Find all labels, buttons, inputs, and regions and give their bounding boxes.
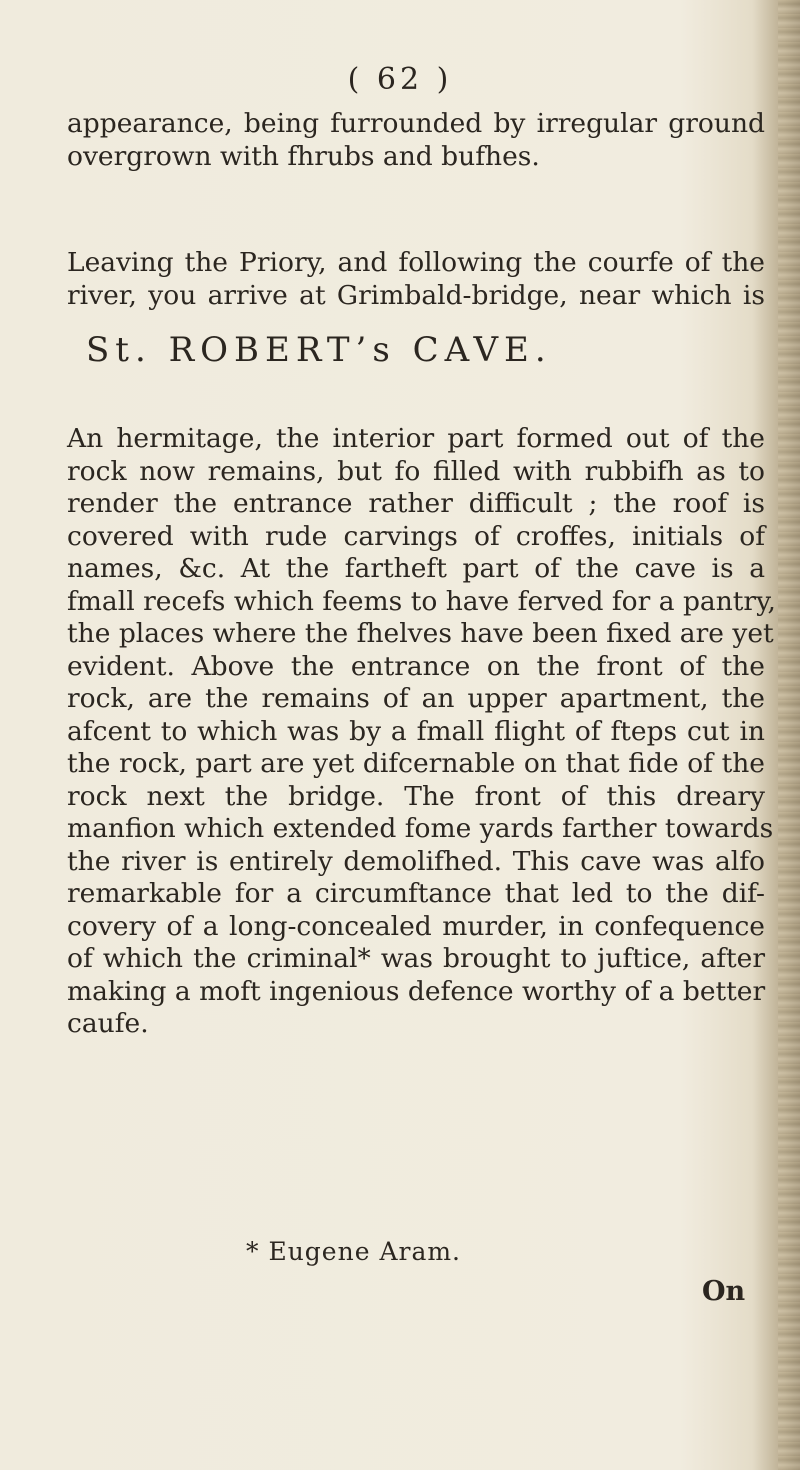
paragraph-3-line: the rock, part are yet difcernable on that fide of the (67, 748, 765, 779)
paragraph-3-line: An hermitage, the interior part formed out of the (67, 423, 765, 454)
paragraph-3-line: the river is entirely demolifhed. This cave was alfo (67, 845, 765, 877)
paragraph-1 (67, 108, 765, 173)
paragraph-3-line: covered with rude carvings of croffes, initials of (67, 520, 765, 552)
paragraph-3-line: remarkable for a circumftance that led to the dif- (67, 878, 765, 909)
paragraph-3-line: rock next the bridge. The front of this dreary (67, 780, 765, 812)
catchword: On (702, 1276, 746, 1307)
page-edge-shadow (778, 0, 800, 1470)
paragraph-3-line: covery of a long-concealed murder, in confequence (67, 910, 765, 942)
paragraph-2-line: river, you arrive at Grimbald-bridge, near which is (67, 279, 765, 311)
paragraph-3-line: afcent to which was by a fmall flight of fteps cut in (67, 715, 765, 747)
paragraph-3-line: render the entrance rather difficult ; the roof is (67, 488, 765, 519)
paragraph-3-line: of which the criminal* was brought to juftice, after (67, 943, 765, 974)
paragraph-3-line: evident. Above the entrance on the front of the (67, 650, 765, 682)
paragraph-3-line: names, &c. At the fartheft part of the cave is a (67, 553, 765, 584)
paragraph-3-line: the places where the fhelves have been fixed are yet (67, 618, 774, 649)
paragraph-1-line: overgrown with fhrubs and bufhes. (67, 140, 540, 172)
paragraph-3-line: rock, are the remains of an upper apartment, the (67, 683, 765, 714)
paragraph-3-line: caufe. (67, 1008, 149, 1039)
paragraph-3-line: making a moft ingenious defence worthy of a better (67, 975, 766, 1007)
paragraph-3 (67, 423, 776, 1041)
footnote: * Eugene Aram. (246, 1237, 462, 1266)
paragraph-2-line: Leaving the Priory, and following the courfe of the (67, 247, 765, 278)
paragraph-2 (67, 247, 765, 312)
paragraph-3-line: rock now remains, but fo filled with rubbifh as to (67, 455, 765, 487)
paragraph-3-line: fmall recefs which feems to have ferved for a pantry, (67, 585, 776, 617)
section-heading: St. ROBERT’s CAVE. (86, 330, 552, 370)
paragraph-1-line: appearance, being furrounded by irregular ground (67, 108, 765, 139)
paragraph-3-line: manfion which extended fome yards farther towards (67, 813, 774, 844)
page-number: ( 62 ) (347, 62, 453, 97)
